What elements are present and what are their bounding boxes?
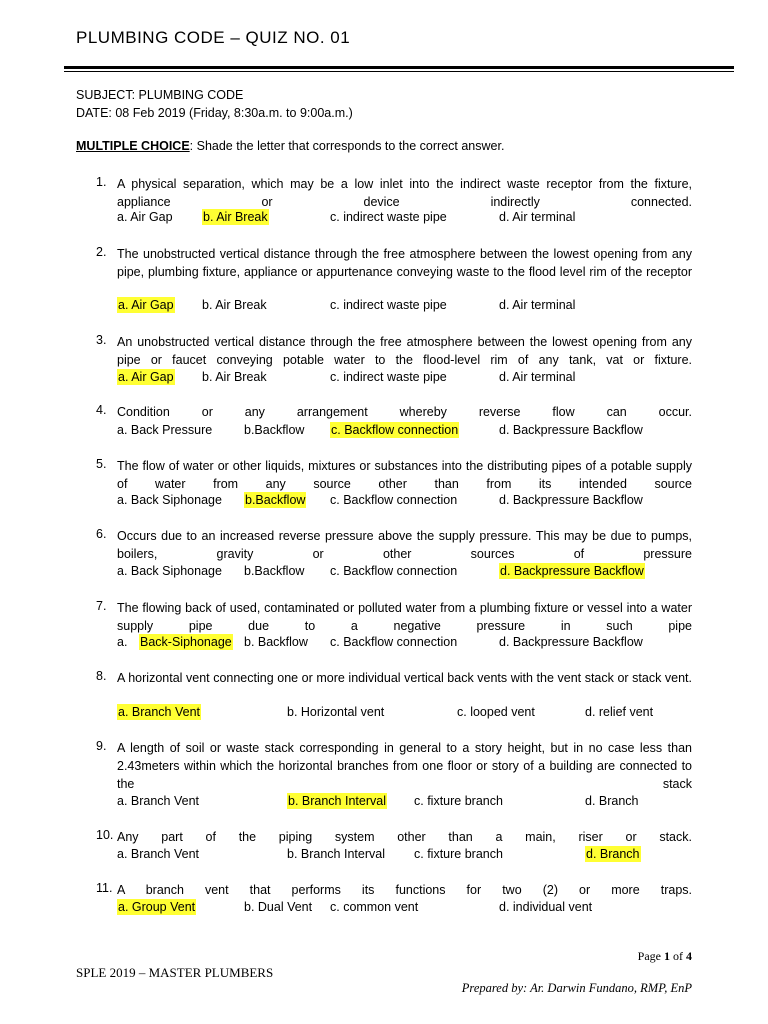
answer-options bbox=[0, 492, 768, 510]
footer-exam-title: SPLE 2019 – MASTER PLUMBERS bbox=[76, 965, 274, 980]
question-number: 6. bbox=[96, 527, 107, 541]
answer-option-highlighted[interactable]: c. Backflow connection bbox=[331, 423, 459, 437]
question-text: The flow of water or other liquids, mixtures or substances into the distributing pipes of a potable supply of water from any source other than from its intended source bbox=[117, 459, 692, 491]
answer-option[interactable]: b.Backflow bbox=[244, 564, 305, 578]
question-text: A physical separation, which may be a low inlet into the indirect waste receptor from the fixture, appliance or device indirectly connected. bbox=[117, 177, 692, 209]
question-number: 9. bbox=[96, 739, 107, 753]
header-rule-thin bbox=[64, 71, 734, 72]
question-text: Condition or any arrangement whereby reverse flow can occur. bbox=[117, 405, 692, 419]
answer-option-highlighted[interactable]: b. Air Break bbox=[203, 210, 268, 224]
answer-option[interactable]: c. Backflow connection bbox=[330, 635, 458, 649]
question-number: 8. bbox=[96, 669, 107, 683]
answer-option[interactable]: c. common vent bbox=[330, 900, 419, 914]
answer-option[interactable]: a. bbox=[117, 635, 128, 649]
question-number: 1. bbox=[96, 175, 107, 189]
quiz-meta bbox=[76, 86, 353, 122]
question-text: A branch vent that performs its functions for two (2) or more traps. bbox=[117, 883, 692, 897]
answer-options bbox=[0, 793, 768, 811]
question-number: 2. bbox=[96, 245, 107, 259]
answer-option-highlighted[interactable]: a. Branch Vent bbox=[118, 705, 201, 719]
page-number: Page 1 of 4 bbox=[637, 949, 692, 963]
answer-options bbox=[0, 634, 768, 652]
answer-options bbox=[0, 846, 768, 864]
answer-option[interactable]: d. Backpressure Backflow bbox=[499, 635, 643, 649]
question-text: Occurs due to an increased reverse pressure above the supply pressure. This may be due to pumps, boilers, gravity or other sources of pressure bbox=[117, 529, 692, 561]
answer-option[interactable]: a. Back Siphonage bbox=[117, 564, 222, 578]
answer-option-highlighted[interactable]: Back-Siphonage bbox=[140, 635, 232, 649]
question-number: 5. bbox=[96, 457, 107, 471]
answer-option[interactable]: c. indirect waste pipe bbox=[330, 210, 447, 224]
answer-options bbox=[0, 899, 768, 917]
answer-option[interactable]: b. Dual Vent bbox=[244, 900, 313, 914]
question-number: 10. bbox=[96, 828, 114, 842]
answer-option-highlighted[interactable]: a. Air Gap bbox=[118, 370, 174, 384]
question-text: A length of soil or waste stack corresponding in general to a story height, but in no case less than 2.43meters within which the horizontal branches from one floor or story of a building are connected to the stack bbox=[117, 741, 692, 791]
answer-option[interactable]: c. looped vent bbox=[457, 705, 535, 719]
answer-option[interactable]: b. Air Break bbox=[202, 370, 267, 384]
page-title: PLUMBING CODE – QUIZ NO. 01 bbox=[76, 28, 351, 47]
question-text: An unobstructed vertical distance through the free atmosphere between the lowest opening from any pipe or faucet conveying potable water to the flood-level rim of any tank, vat or fixture. bbox=[117, 335, 692, 367]
question-number: 11. bbox=[96, 881, 113, 895]
answer-option[interactable]: d. individual vent bbox=[499, 900, 593, 914]
answer-option[interactable]: c. indirect waste pipe bbox=[330, 298, 447, 312]
answer-options bbox=[0, 563, 768, 581]
footer-prepared-by: Prepared by: Ar. Darwin Fundano, RMP, EnP bbox=[461, 981, 692, 995]
answer-option[interactable]: a. Branch Vent bbox=[117, 847, 200, 861]
question-number: 7. bbox=[96, 599, 107, 613]
instructions-label: MULTIPLE CHOICE bbox=[76, 139, 190, 153]
answer-option[interactable]: c. fixture branch bbox=[414, 847, 503, 861]
answer-option[interactable]: b. Backflow bbox=[244, 635, 308, 649]
answer-options bbox=[0, 297, 768, 315]
answer-option[interactable]: a. Branch Vent bbox=[117, 794, 200, 808]
question-number: 4. bbox=[96, 403, 107, 417]
date-line: DATE: 08 Feb 2019 (Friday, 8:30a.m. to 9:00a.m.) bbox=[76, 106, 353, 120]
answer-options bbox=[0, 209, 768, 227]
answer-option[interactable]: c. fixture branch bbox=[414, 794, 503, 808]
answer-option-highlighted[interactable]: b.Backflow bbox=[245, 493, 306, 507]
answer-option[interactable]: a. Air Gap bbox=[117, 210, 173, 224]
answer-option[interactable]: b. Horizontal vent bbox=[287, 705, 385, 719]
question-text: The unobstructed vertical distance through the free atmosphere between the lowest opening from any pipe, plumbing fixture, appliance or appurtenance conveying waste to the flood level rim of the receptor bbox=[117, 247, 692, 279]
answer-option[interactable]: b. Air Break bbox=[202, 298, 267, 312]
answer-options bbox=[0, 704, 768, 722]
answer-option[interactable]: b.Backflow bbox=[244, 423, 305, 437]
answer-option[interactable]: d. Air terminal bbox=[499, 210, 576, 224]
answer-option[interactable]: c. Backflow connection bbox=[330, 564, 458, 578]
answer-option[interactable]: b. Branch Interval bbox=[287, 847, 385, 861]
subject-line: SUBJECT: PLUMBING CODE bbox=[76, 88, 244, 102]
question-number: 3. bbox=[96, 333, 107, 347]
question-text: A horizontal vent connecting one or more individual vertical back vents with the vent stack or stack vent. bbox=[117, 671, 692, 685]
answer-option-highlighted[interactable]: a. Air Gap bbox=[118, 298, 174, 312]
answer-options bbox=[0, 369, 768, 387]
answer-option[interactable]: d. Backpressure Backflow bbox=[499, 493, 643, 507]
answer-option-highlighted[interactable]: d. Backpressure Backflow bbox=[500, 564, 644, 578]
answer-options bbox=[0, 422, 768, 440]
instructions bbox=[76, 139, 504, 153]
answer-option[interactable]: a. Back Siphonage bbox=[117, 493, 222, 507]
answer-option-highlighted[interactable]: b. Branch Interval bbox=[288, 794, 386, 808]
answer-option[interactable]: d. Backpressure Backflow bbox=[499, 423, 643, 437]
answer-option-highlighted[interactable]: d. Branch bbox=[586, 847, 640, 861]
answer-option[interactable]: d. Air terminal bbox=[499, 298, 576, 312]
question-text: Any part of the piping system other than a main, riser or stack. bbox=[117, 830, 692, 844]
answer-option-highlighted[interactable]: a. Group Vent bbox=[118, 900, 196, 914]
header-rule-thick bbox=[64, 66, 734, 69]
answer-option[interactable]: a. Back Pressure bbox=[117, 423, 213, 437]
answer-option[interactable]: c. Backflow connection bbox=[330, 493, 458, 507]
question-text: The flowing back of used, contaminated or polluted water from a plumbing fixture or vessel into a water supply pipe due to a negative pressure in such pipe bbox=[117, 601, 692, 633]
answer-option[interactable]: d. Air terminal bbox=[499, 370, 576, 384]
answer-option[interactable]: c. indirect waste pipe bbox=[330, 370, 447, 384]
answer-option[interactable]: d. relief vent bbox=[585, 705, 654, 719]
instructions-text: : Shade the letter that corresponds to the correct answer. bbox=[189, 139, 505, 153]
answer-option[interactable]: d. Branch bbox=[585, 794, 639, 808]
